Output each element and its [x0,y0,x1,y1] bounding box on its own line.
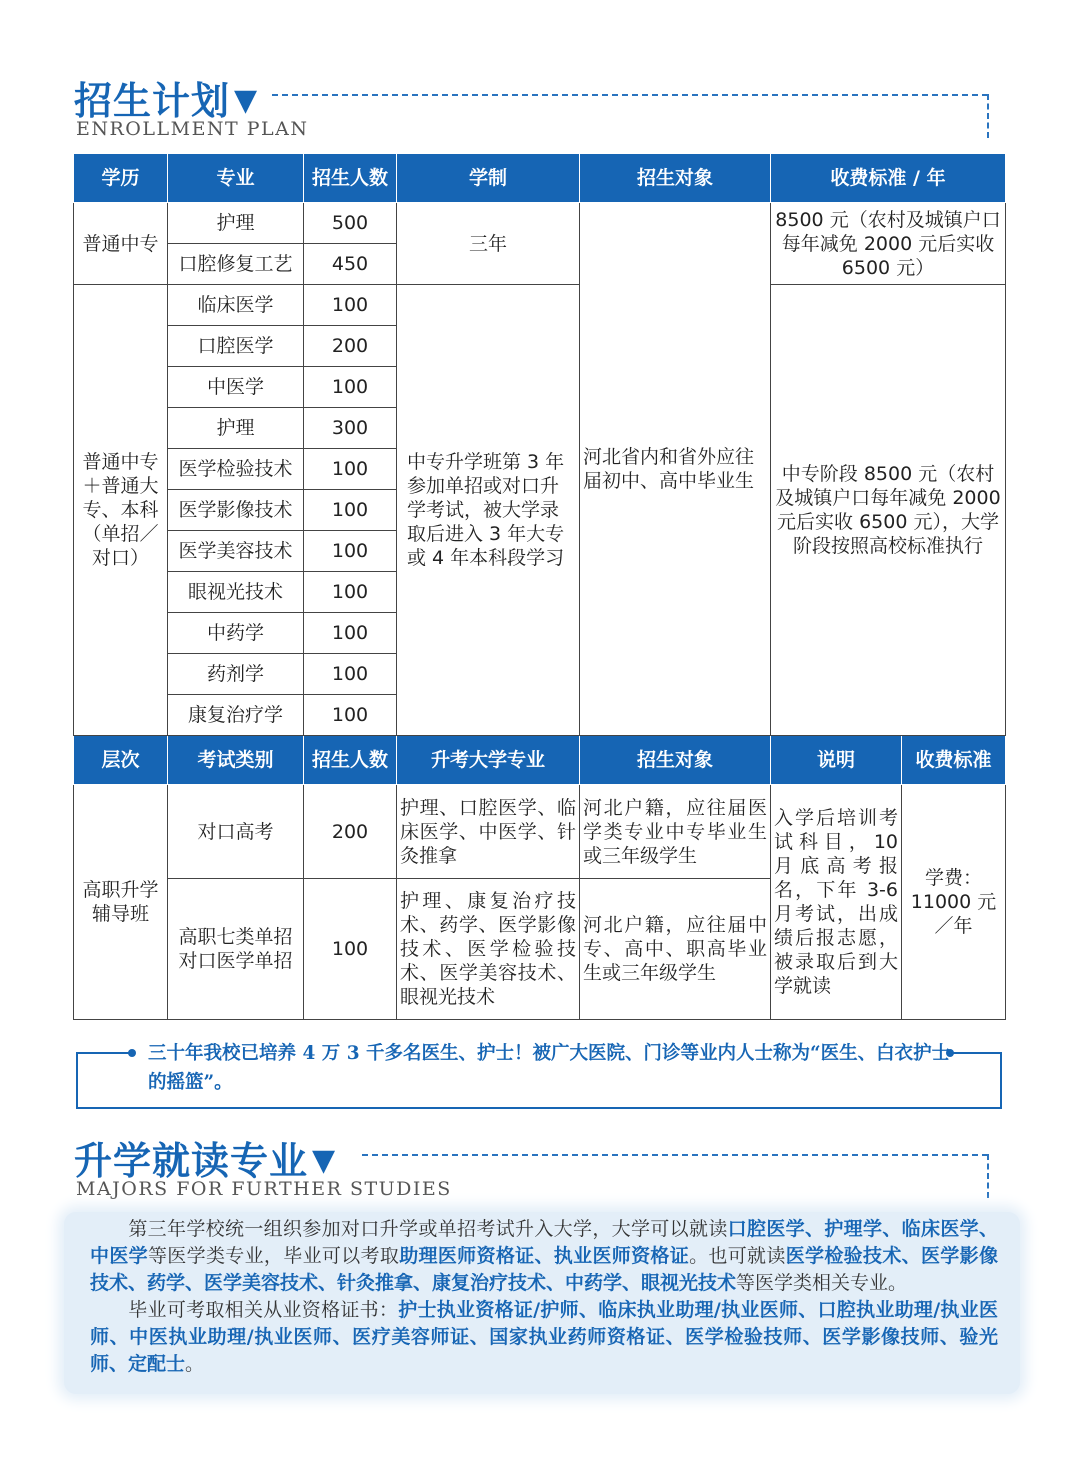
section-title-majors: 升学就读专业 ▼ [74,1139,337,1183]
majors-paragraph-1 [64,1212,1020,1297]
header-cell: 招生人数 [304,736,397,785]
dashed-divider [362,1154,988,1156]
text-run: 等医学类相关专业。 [736,1272,908,1294]
header-cell: 升考大学专业 [397,736,580,785]
table-row [74,785,1006,879]
count-cell: 200 [304,785,397,879]
highlight-run: 助理医师资格证、执业医师资格证 [399,1245,690,1267]
major-cell: 眼视光技术 [168,572,304,613]
count-cell: 100 [304,531,397,572]
text-run: 等医学类专业，毕业可以考取 [147,1245,400,1267]
fee-cell: 中专阶段 8500 元（农村及城镇户口每年减免 2000元后实收 6500 元），大学阶段按照高校标准执行 [771,285,1006,736]
majors-cell: 护理、口腔医学、临床医学、中医学、针灸推拿 [397,785,580,879]
dashed-divider-vertical [987,1154,989,1198]
count-cell: 300 [304,408,397,449]
target-cell: 河北省内和省外应往届初中、高中毕业生 [580,203,771,736]
count-cell: 200 [304,326,397,367]
note-cell: 入学后培训考试科目，10 月底高考报名，下年 3-6 月考试，出成绩后报志愿，被录取后到大学就读 [771,785,902,1020]
major-cell: 药剂学 [168,654,304,695]
count-cell: 100 [304,449,397,490]
count-cell: 100 [304,613,397,654]
header-cell: 招生人数 [304,154,397,203]
count-cell: 100 [304,367,397,408]
major-cell: 医学检验技术 [168,449,304,490]
highlight-run: 护士执业资格证/护师、临床执业助理/执业医师、口腔执业助理/执业医师、中医执业助理/执业医师、医疗美容师证、国家执业药师资格证、医学检验技师、医学影像技师、验光师、定配士 [90,1299,998,1375]
text-run: 。也可就读 [689,1245,786,1267]
count-cell: 100 [304,654,397,695]
count-cell: 100 [304,490,397,531]
header-cell: 学历 [74,154,168,203]
quote-frame-line [76,1107,1002,1109]
header-cell: 收费标准 [902,736,1006,785]
target-cell: 河北户籍，应往届医学类专业中专毕业生或三年级学生 [580,785,771,879]
major-cell: 临床医学 [168,285,304,326]
quote-box [76,1043,1002,1109]
category-cell: 对口高考 [168,785,304,879]
header-cell: 学制 [397,154,580,203]
highlight-run: 医学检验技术、医学影像技术、药学、医学美容技术、针灸推拿、康复治疗技术、中药学、眼视光技术 [90,1245,998,1294]
quote-text: 三十年我校已培养 4 万 3 千多名医生、护士！被广大医院、门诊等业内人士称为“医生、白衣护士的摇篮”。 [148,1043,951,1093]
dashed-divider-vertical [987,94,989,138]
major-cell: 医学美容技术 [168,531,304,572]
text-run: 第三年学校统一组织参加对口升学或单招考试升入大学，大学可以就读 [128,1218,728,1240]
fee-cell: 学费：11000 元／年 [902,785,1006,1020]
fee-cell: 8500 元（农村及城镇户口每年减免 2000 元后实收 6500 元） [771,203,1006,285]
count-cell: 100 [304,879,397,1020]
majors-cell: 护理、康复治疗技术、药学、医学影像技术、医学检验技术、医学美容技术、眼视光技术 [397,879,580,1020]
major-cell: 中医学 [168,367,304,408]
text-run: 。 [185,1353,205,1375]
major-cell: 护理 [168,203,304,244]
major-cell: 口腔医学 [168,326,304,367]
quote-frame-line [76,1052,132,1054]
text-run: 毕业可考取相关从业资格证书： [128,1299,399,1321]
duration-cell: 三年 [397,203,580,285]
section-subtitle-enrollment: ENROLLMENT PLAN [76,118,309,140]
majors-panel [64,1212,1020,1394]
header-cell: 招生对象 [580,154,771,203]
header-cell: 招生对象 [580,736,771,785]
major-cell: 医学影像技术 [168,490,304,531]
major-cell: 康复治疗学 [168,695,304,736]
quote-frame-line [76,1052,78,1109]
count-cell: 100 [304,285,397,326]
dashed-divider [272,94,988,96]
count-cell: 500 [304,203,397,244]
target-cell: 河北户籍，应往届中专、高中、职高毕业生或三年级学生 [580,879,771,1020]
table-row [74,285,1006,326]
header-cell: 收费标准 / 年 [771,154,1006,203]
enrollment-plan-table [73,153,1006,1020]
category-cell: 高职七类单招对口医学单招 [168,879,304,1020]
header-cell: 说明 [771,736,902,785]
table-row [74,203,1006,244]
header-cell: 层次 [74,736,168,785]
section-title-enrollment: 招生计划 ▼ [74,79,259,123]
level-cell: 高职升学辅导班 [74,785,168,1020]
level-cell: 普通中专 [74,203,168,285]
highlight-run: 口腔医学、护理学、临床医学、中医学 [90,1218,998,1267]
count-cell: 100 [304,572,397,613]
triangle-down-icon: ▼ [234,83,259,118]
header-cell: 考试类别 [168,736,304,785]
quote-frame-line [1000,1052,1002,1109]
duration-cell: 中专升学班第 3 年参加单招或对口升学考试，被大学录取后进入 3 年大专或 4 年本科段学习 [397,285,580,736]
major-cell: 中药学 [168,613,304,654]
major-cell: 护理 [168,408,304,449]
count-cell: 450 [304,244,397,285]
table-header-row [74,736,1006,785]
header-cell: 专业 [168,154,304,203]
majors-paragraph-2 [64,1297,1020,1378]
count-cell: 100 [304,695,397,736]
level-cell: 普通中专＋普通大专、本科（单招／对口） [74,285,168,736]
section-subtitle-majors: MAJORS FOR FURTHER STUDIES [76,1178,452,1200]
quote-dot [128,1049,136,1057]
triangle-down-icon: ▼ [312,1143,337,1178]
table-header-row [74,154,1006,203]
major-cell: 口腔修复工艺 [168,244,304,285]
